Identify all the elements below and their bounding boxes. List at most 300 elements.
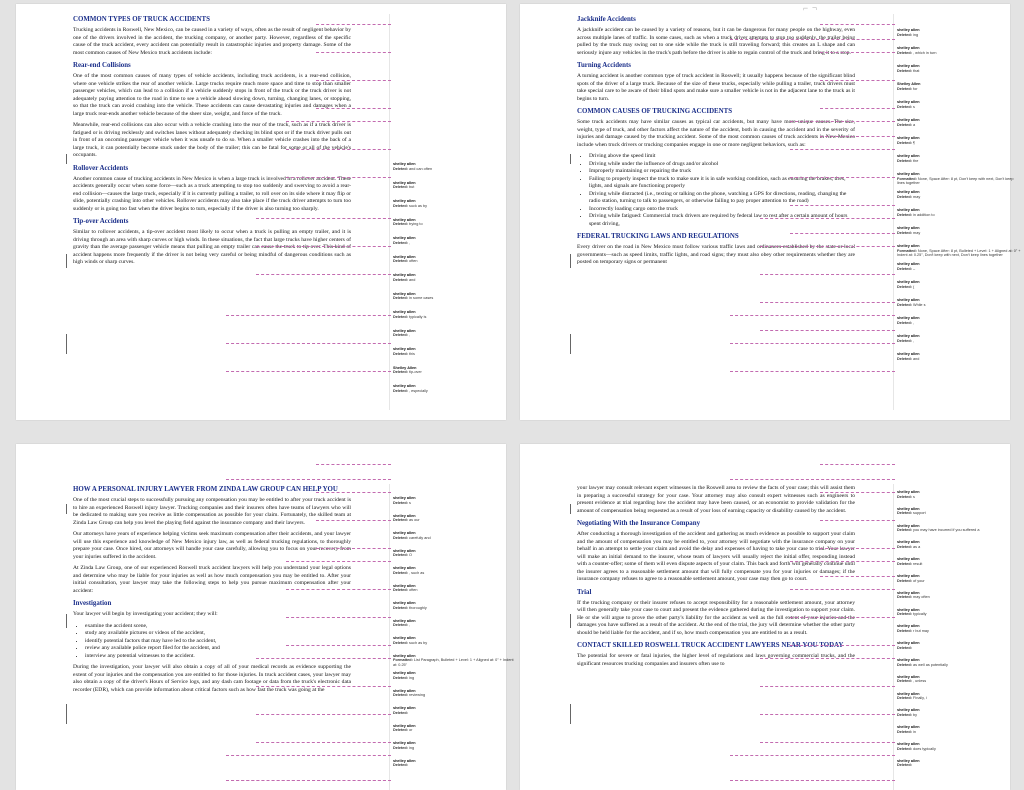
comment-text: , unless	[913, 679, 927, 684]
comment-balloon[interactable]	[897, 675, 1021, 684]
comment-label: Formatted:	[897, 248, 917, 253]
comment-label: Deleted:	[897, 712, 912, 717]
change-bar	[66, 254, 67, 268]
comment-label: Deleted:	[393, 710, 408, 715]
comment-label: Deleted:	[897, 230, 912, 235]
comment-label: Deleted:	[393, 605, 408, 610]
comment-connector	[316, 464, 391, 465]
comment-connector	[760, 742, 895, 743]
bullet-item: • Failing to properly inspect the truck to make sure it is in safe working condition, such as ensuring the brakes, tires, lights, and signals are functioning properly	[589, 176, 855, 191]
comment-connector	[790, 561, 895, 562]
comment-label: Deleted:	[897, 338, 912, 343]
comment-connector	[820, 136, 895, 137]
section-heading: HOW A PERSONAL INJURY LAWYER FROM ZINDA LAW GROUP CAN HELP YOU	[73, 486, 338, 493]
paragraph: The potential for severe or fatal injuries, the higher level of regulations and laws governing commercial trucks, and the significant resources trucking companies and insurers often use to	[577, 653, 855, 667]
bullet-item: • review any available police report filed for the accident, and	[85, 645, 351, 653]
bullet-item: • identify potential factors that may have led to the accident,	[85, 638, 351, 646]
comment-balloon[interactable]	[393, 347, 517, 356]
comment-text: or	[409, 728, 413, 733]
bullet-item: • examine the accident scene,	[85, 623, 351, 631]
change-bar	[66, 154, 67, 164]
comment-author: shelley allen	[897, 725, 920, 730]
change-bar	[570, 704, 571, 724]
comment-connector	[790, 645, 895, 646]
comment-balloon[interactable]	[897, 524, 1021, 533]
comment-text: and	[913, 356, 920, 361]
comment-pane	[897, 4, 1021, 420]
section-heading: Rollover Accidents	[73, 164, 129, 172]
comment-text: you may have incurred if you suffered a	[913, 528, 980, 533]
comment-author: shelley allen	[393, 496, 416, 500]
comment-author: shelley allen	[393, 347, 416, 351]
comment-text: carefully and	[409, 535, 431, 540]
change-bar	[570, 504, 571, 514]
change-bar	[66, 504, 67, 514]
comment-label: Deleted:	[897, 528, 912, 533]
comment-author: shelley allen	[897, 658, 920, 662]
comment-label: Deleted:	[393, 351, 408, 356]
comment-balloon[interactable]	[897, 82, 1021, 91]
comment-connector	[226, 371, 391, 372]
comment-balloon[interactable]	[393, 384, 517, 393]
bullet-item: • Driving while under the influence of drugs and/or alcohol	[589, 161, 855, 169]
comment-connector	[730, 780, 895, 781]
comment-author: shelley allen	[393, 531, 416, 535]
comment-author: shelley allen	[897, 708, 920, 713]
comment-balloon[interactable]	[897, 208, 1021, 217]
comment-balloon[interactable]	[393, 310, 517, 319]
comment-balloon[interactable]	[897, 591, 1021, 600]
comment-label: Deleted:	[897, 194, 912, 199]
comment-author: shelley allen	[393, 513, 416, 518]
comment-text: as our	[409, 518, 420, 523]
comment-label: Deleted:	[393, 314, 408, 319]
comment-text: this	[409, 351, 415, 356]
comment-label: Deleted:	[897, 158, 912, 163]
paragraph: A jackknife accident can be caused by a variety of reasons, but it can be dangerous for many people on the highway, even across multiple lanes of traffic. In some cases, such as when a truck driver attempts to stop too suddenly, the trailer being pulled by the truck may swing out to one side while the truck is still traveling forward; this creates an L shape and can seriously injure any vehicles in the truck's path before the driver is able to regain control of the truck and bring it to a stop.	[577, 27, 855, 56]
comment-balloon[interactable]	[897, 28, 1021, 37]
comment-balloon[interactable]	[897, 280, 1021, 289]
comment-connector	[760, 686, 895, 687]
comment-author: shelley allen	[897, 557, 920, 562]
comment-label: Deleted:	[897, 578, 912, 583]
comment-text: tip-over	[409, 370, 422, 375]
comment-text: often	[409, 259, 418, 264]
comment-balloon[interactable]	[393, 181, 517, 190]
comment-label: Deleted:	[897, 595, 912, 600]
comment-text: , such as	[409, 570, 425, 575]
comment-label: Deleted:	[393, 535, 408, 540]
comment-author: shelley allen	[393, 566, 416, 570]
comment-text: in	[913, 729, 917, 734]
comment-author: shelley allen	[897, 64, 920, 68]
comment-balloon[interactable]	[393, 584, 517, 593]
comment-connector	[790, 617, 895, 618]
comment-connector	[286, 121, 391, 122]
comment-label: Deleted:	[897, 763, 912, 768]
comment-balloon[interactable]	[897, 608, 1021, 617]
section-heading: Trial	[577, 588, 592, 596]
comment-author: shelley allen	[393, 583, 416, 588]
comment-label: Deleted:	[897, 122, 912, 127]
comment-balloon[interactable]	[393, 514, 517, 523]
comment-text: by	[913, 712, 918, 717]
comment-connector	[316, 548, 391, 549]
change-bar	[570, 334, 571, 354]
comment-connector	[820, 520, 895, 521]
bullet-item: • Improperly maintaining or repairing the truck	[589, 168, 855, 176]
comment-balloon[interactable]	[897, 540, 1021, 549]
comment-balloon[interactable]	[897, 692, 1021, 701]
comment-label: Deleted:	[897, 544, 912, 549]
comment-label: Deleted:	[393, 553, 408, 558]
comment-connector	[256, 714, 391, 715]
comment-connector	[730, 479, 895, 480]
comment-author: shelley allen	[393, 653, 416, 658]
comment-label: Deleted:	[897, 50, 912, 55]
comment-balloon[interactable]	[393, 273, 517, 282]
comment-author: shelley allen	[897, 190, 920, 194]
comment-balloon[interactable]	[897, 641, 1021, 650]
comment-balloon[interactable]	[897, 46, 1021, 55]
bullet-list	[577, 153, 855, 228]
comment-connector	[286, 177, 391, 178]
comment-balloon[interactable]	[393, 531, 517, 540]
comment-connector	[730, 315, 895, 316]
document-page-1	[16, 4, 506, 420]
document-page-4	[520, 444, 1010, 790]
comment-balloon[interactable]	[393, 566, 517, 575]
section-heading: Rear-end Collisions	[73, 62, 131, 69]
bullet-item: • Driving while fatigued: Commercial truck drivers are required by federal law to rest after a certain amount of hours spent driving,	[589, 213, 855, 228]
comment-label: Deleted:	[897, 32, 912, 37]
comment-connector	[790, 177, 895, 178]
comment-balloon[interactable]	[393, 549, 517, 558]
comment-text: in some cases	[409, 296, 434, 301]
comment-author: shelley allen	[393, 618, 416, 623]
comment-label: Deleted:	[393, 570, 408, 575]
comment-text: typically is	[409, 314, 427, 319]
comment-label: Formatted:	[897, 176, 917, 181]
comment-connector	[820, 108, 895, 109]
comment-author: shelley allen	[393, 291, 416, 296]
comment-text: ,	[409, 333, 411, 338]
comment-label: Deleted:	[393, 203, 408, 208]
comment-author: shelley allen	[897, 118, 920, 122]
comment-text: for	[913, 86, 918, 91]
comment-connector	[820, 52, 895, 53]
comment-balloon[interactable]	[393, 654, 517, 668]
page-body	[73, 15, 351, 271]
comment-text: ing	[409, 675, 415, 680]
change-bar	[66, 614, 67, 628]
comment-balloon[interactable]	[393, 366, 517, 375]
comment-balloon[interactable]	[393, 619, 517, 628]
comment-author: shelley allen	[897, 154, 920, 158]
document-page-2: ⌐ ¬ Jackknife Accidents A jackknife accident can be caused by a variety of reasons, but it can be dangerous for many people on the highway, even across multiple lanes of traffic. In some cases, such as when a truck driver attempts to stop too suddenly, the trailer being pulled by the truck may swing out to one side while the truck is still traveling forward; this creates an L shape and can seriously injure any vehicles in the truck's path before the driver is able to regain control of the truck and bring it to a stop. Turning Accidents A turning accident is another common type of truck accident in Roswell; it usually happens because of the significant blind spots of the driver of a large truck. Because of the size of these trucks, especially while pulling a trailer, truck drivers must take special care to be aware of their blind spots and make sure a smaller vehicle is not in the adjacent lane to the truck as it begins to turn. COMMON CAUSES OF TRUCKING ACCIDENTS Some truck accidents may have similar causes as typical car accidents, but many have more unique causes. The size, weight, type of truck, and other factors affect the nature of the accident, both in causing the accident and in the severity of injuries and damage caused by the trucking accident. Some of the most common causes of truck accidents in New Mexico include when truck drivers or trucking companies engage in one or more negligent behaviors, such as: • Driving above the speed limit • Driving while under the influence of drugs and/or alcohol • Improperly maintaining or repairing the truck • Failing to properly inspect the truck to make sure it is in safe working condition, such as ensuring the brakes, tires, lights, and signals are functioning properly • Driving while distracted (i.e., texting or talking on the phone, watching a GPS for directions, reading, changing the radio station, turning to talk to passengers, or otherwise failing to pay proper attention to the road) • Incorrectly loading cargo onto the truck • Driving while fatigued: Commercial truck drivers are required by federal law to rest after a certain amount of hours spent driving, FEDERAL TRUCKING LAWS AND REGULATIONS Every driver on the road in New Mexico must follow various traffic laws and ordinances established by the state or local governments—such as speed limits, traffic lights, and road signs; they must also obey other requirements whether they are posted on temporary signs or permanent shelley allen Deleted: ing shelley allen Deleted: , which in turn shelley allen Deleted: that Shelley Allen Deleted: for shelley allen Deleted: s shelley allen Deleted: a shelley allen Deleted: ¶ shelley allen Deleted: the shelley allen Formatted: None, Space After: 8 pt, Don't keep with next, Don't keep lines together shelley allen Deleted: may shelley allen Deleted: in addition to shelley allen Deleted: may shelley allen Formatted: None, Space After: 8 pt, Bulleted + Level: 1 + Aligned at: 0" + Indent at: 0.25", Don't keep with next, Don't keep lines together shelley allen Deleted: – shelley allen Deleted: ( shelley allen Deleted: While s shelley allen Deleted: , shelley allen Deleted: , shelley allen Deleted: and	[520, 4, 1010, 420]
comment-label: Deleted:	[393, 222, 408, 227]
paragraph: your lawyer may consult relevant expert witnesses in the Roswell area to review the facts of your case; this will assist them in preparing a successful strategy for your case. Your attorney may also consult expert witnesses such as engineers to present evidence at trial regarding how the accident may have been caused, or an economist to provide validation for the amount of compensation being requested as a result of your loss of earning capacity or disability caused by the accident.	[577, 485, 855, 514]
comment-label: Deleted:	[393, 333, 408, 338]
comment-balloon[interactable]	[393, 706, 517, 715]
comment-label: Deleted:	[897, 320, 912, 325]
comment-label: Deleted:	[897, 662, 912, 667]
comment-author: shelley allen	[897, 523, 920, 528]
comment-text: , which in turn	[913, 50, 937, 55]
section-heading: Jackknife Accidents	[577, 16, 636, 23]
comment-balloon[interactable]	[393, 199, 517, 208]
comment-author: shelley allen	[897, 136, 920, 140]
comment-balloon[interactable]	[393, 236, 517, 245]
comment-balloon[interactable]	[897, 507, 1021, 516]
comment-balloon[interactable]	[897, 298, 1021, 307]
paragraph: Some truck accidents may have similar causes as typical car accidents, but many have more unique causes. The size, weight, type of truck, and other factors affect the nature of the accident, both in causing the accident and in the severity of injuries and damage caused by the trucking accident. Some of the most common causes of truck accidents in New Mexico include when truck drivers or trucking companies engage in one or more negligent behaviors, such as:	[577, 119, 855, 148]
comment-label: Deleted:	[393, 296, 408, 301]
comment-balloon[interactable]	[897, 118, 1021, 127]
comment-label: Deleted:	[897, 746, 912, 751]
comment-balloon[interactable]	[897, 352, 1021, 361]
comment-label: Deleted:	[897, 494, 912, 499]
comment-label: Deleted:	[393, 693, 408, 698]
comment-balloon[interactable]	[393, 724, 517, 733]
comment-author: shelley allen	[393, 273, 416, 277]
comment-label: Deleted:	[393, 728, 408, 733]
comment-balloon[interactable]	[393, 689, 517, 698]
comment-balloon[interactable]	[897, 64, 1021, 73]
comment-pane	[393, 444, 517, 790]
comment-balloon[interactable]	[897, 658, 1021, 667]
comment-label: Deleted:	[897, 511, 912, 516]
comment-balloon[interactable]	[897, 624, 1021, 633]
section-heading: Tip-over Accidents	[73, 218, 129, 225]
comment-balloon[interactable]	[897, 334, 1021, 343]
comment-label: Deleted:	[393, 763, 408, 768]
comment-author: shelley allen	[897, 316, 920, 320]
comment-label: Deleted:	[897, 104, 912, 109]
comment-text: ¶	[913, 140, 916, 145]
comment-label: Deleted:	[393, 518, 408, 523]
comment-text: r but may	[913, 628, 929, 633]
comment-author: shelley allen	[393, 310, 416, 314]
comment-text: but	[409, 185, 415, 190]
comment-connector	[760, 302, 895, 303]
comment-label: Deleted:	[393, 500, 408, 505]
comment-label: Deleted:	[393, 185, 408, 190]
change-bar	[66, 704, 67, 724]
comment-label: Deleted:	[897, 696, 912, 701]
bullet-item: • interview any potential witnesses to the accident.	[85, 653, 351, 661]
comment-connector	[820, 492, 895, 493]
comment-label: Deleted:	[897, 356, 912, 361]
change-bar	[66, 334, 67, 354]
section-heading: FEDERAL TRUCKING LAWS AND REGULATIONS	[577, 233, 739, 240]
comment-label: Deleted:	[897, 302, 912, 307]
section-heading: COMMON CAUSES OF TRUCKING ACCIDENTS	[577, 108, 733, 115]
comment-author: shelley allen	[897, 758, 920, 763]
paragraph: Another common cause of trucking accidents in New Mexico is when a large truck is involved in a rollover accident. These accidents generally occur when some force—such as a truck attempting to stop too suddenly and swerving to avoid a rear-end collision—causes the large truck, especially if it is currently pulling a trailer, to roll over on its side where it may flip or slide, potentially crashing into other vehicles. Rollover accidents may also take place if the truck driver attempts to turn too suddenly or is going too fast when the driver begins to turn, especially if the driver is also turning too sharply.	[73, 175, 351, 212]
comment-text: None, Space After: 8 pt, Don't keep with next, Don't keep lines together	[897, 176, 1014, 186]
comment-connector	[256, 274, 391, 275]
comment-label: Deleted:	[393, 675, 408, 680]
comment-connector	[286, 561, 391, 562]
comment-text: often	[409, 588, 418, 593]
comment-balloon[interactable]	[897, 262, 1021, 271]
comment-connector	[256, 218, 391, 219]
comment-label: Deleted:	[393, 623, 408, 628]
comment-author: shelley allen	[897, 352, 920, 356]
paragraph: One of the most common causes of many types of vehicle accidents, including truck accidents, is a rear-end collision, where one vehicle strikes the rear of another vehicle. Large trucks require much more space and time to stop than smaller passenger vehicles, which can lead to a collision if a vehicle suddenly stops in front of the truck or the truck driver is not adequately paying attention to the road in time to see a vehicle ahead slowing down, turning, changing lanes, or stopping, so that the truck can avoid crashing into the vehicle. These accidents can cause devastating injuries and damages when a large truck rear-ends another vehicle because of the sheer size, weight, and force of the truck.	[73, 73, 351, 117]
comment-author: shelley allen	[897, 334, 920, 338]
comment-author: shelley allen	[393, 723, 416, 728]
comment-balloon[interactable]	[897, 154, 1021, 163]
comment-author: shelley allen	[897, 46, 920, 50]
comment-balloon[interactable]	[393, 255, 517, 264]
change-bar	[570, 614, 571, 628]
comment-label: Deleted:	[393, 277, 408, 282]
paragraph: During the investigation, your lawyer will also obtain a copy of all of your medical records as evidence supporting the extent of your injuries and the compensation you are entitled to for those injuries. In truck accident cases, your lawyer may also obtain a copy of the driver's Hours of Service logs, and any dash cam footage or data from the truck's electronic data recorder (EDR), which can provide information about critical factors such as how fast the truck was going at the	[73, 664, 351, 693]
comment-text: result	[913, 561, 923, 566]
comment-label: Deleted:	[897, 284, 912, 289]
paragraph: Every driver on the road in New Mexico must follow various traffic laws and ordinances established by the state or local governments—such as speed limits, traffic lights, and road signs; they must also obey other requirements whether they are posted on temporary signs or permanent	[577, 244, 855, 265]
comment-author: shelley allen	[393, 688, 416, 693]
comment-connector	[820, 24, 895, 25]
comment-connector	[226, 479, 391, 480]
comment-label: Deleted:	[897, 140, 912, 145]
paragraph: One of the most crucial steps to successfully pursuing any compensation you may be entitled to after your truck accident is to hire an experienced Roswell injury lawyer. Trucking companies and their insurers often have teams of lawyers who will be dedicated to making sure you receive as little compensation as possible for your claim. Fortunately, the skilled team at Zinda Law Group can help you level the playing field against the insurance company and their lawyers.	[73, 497, 351, 526]
bullet-list	[73, 623, 351, 661]
comment-pane	[393, 4, 517, 420]
comment-connector	[760, 274, 895, 275]
comment-author: shelley allen	[393, 199, 416, 203]
comment-balloon[interactable]	[897, 136, 1021, 145]
comment-balloon[interactable]	[393, 218, 517, 227]
comment-author: shelley allen	[897, 540, 920, 545]
comment-label: Deleted:	[393, 166, 408, 171]
paragraph: Your lawyer will begin by investigating your accident; they will:	[73, 611, 218, 617]
comment-connector	[226, 343, 391, 344]
comment-connector	[316, 24, 391, 25]
comment-author: shelley allen	[393, 162, 416, 166]
comment-author: shelley allen	[897, 244, 920, 248]
comment-balloon[interactable]	[897, 226, 1021, 235]
comment-connector	[790, 149, 895, 150]
comment-author: shelley allen	[393, 217, 416, 222]
comment-label: Deleted:	[393, 588, 408, 593]
comment-balloon[interactable]	[897, 490, 1021, 499]
comment-balloon[interactable]	[393, 496, 517, 505]
comment-text: as a	[913, 544, 921, 549]
comment-text: s	[913, 494, 915, 499]
comment-text: a	[913, 122, 916, 127]
comment-connector	[256, 742, 391, 743]
bullet-item: • Driving above the speed limit	[589, 153, 855, 161]
comment-text: the	[913, 158, 919, 163]
comment-text: suck as by	[409, 203, 427, 208]
comment-label: Deleted:	[393, 259, 408, 264]
comment-balloon[interactable]	[393, 292, 517, 301]
comment-text: such as by	[409, 640, 428, 645]
comment-balloon[interactable]	[393, 759, 517, 768]
comment-connector	[286, 589, 391, 590]
bullet-item: • Driving while distracted (i.e., texting or talking on the phone, watching a GPS for directions, reading, changing the radio station, turning to talk to passengers, or otherwise failing to pay proper attention to the road)	[589, 191, 855, 206]
comment-connector	[790, 233, 895, 234]
comment-balloon[interactable]	[897, 557, 1021, 566]
comment-text: and	[409, 277, 416, 282]
comment-label: Deleted:	[897, 628, 912, 633]
comment-text: (	[913, 284, 915, 289]
comment-text: does typically	[913, 746, 936, 751]
comment-label: Deleted:	[393, 640, 408, 645]
paragraph: At Zinda Law Group, one of our experienced Roswell truck accident lawyers will help you understand your legal options and determine who may be liable for your injuries as well as how much compensation you may be entitled to. After your initial consultation, your lawyer may take the following steps to help you pursue maximum compensation after your accident:	[73, 565, 351, 594]
comment-label: Deleted:	[897, 86, 912, 91]
comment-text: –	[913, 266, 916, 271]
comment-text: thoroughly	[409, 605, 427, 610]
paragraph: A turning accident is another common type of truck accident in Roswell; it usually happens because of the significant blind spots of the driver of a large truck. Because of the size of these trucks, especially while pulling a trailer, truck drivers must take special care to be aware of their blind spots and make sure a smaller vehicle is not in the adjacent lane to the truck as it begins to turn.	[577, 73, 855, 102]
comment-connector	[226, 755, 391, 756]
comment-balloon[interactable]	[897, 725, 1021, 734]
comment-balloon[interactable]	[393, 636, 517, 645]
comment-author: shelley allen	[393, 548, 416, 553]
change-bar	[570, 254, 571, 268]
comment-author: shelley allen	[897, 298, 920, 302]
comment-text: that	[913, 68, 920, 73]
comment-connector	[316, 492, 391, 493]
comment-balloon[interactable]	[897, 574, 1021, 583]
comment-balloon[interactable]	[897, 190, 1021, 199]
comment-balloon[interactable]	[897, 172, 1021, 186]
comment-balloon[interactable]	[393, 329, 517, 338]
comment-label: Deleted:	[897, 679, 912, 684]
comment-text: Finally, i	[913, 696, 927, 701]
comment-author: shelley allen	[897, 506, 920, 511]
comment-text: ing	[913, 32, 919, 37]
comment-text: ,	[913, 320, 915, 325]
comment-connector	[316, 80, 391, 81]
comment-connector	[286, 645, 391, 646]
comment-connector	[760, 218, 895, 219]
bullet-item: • study any available pictures or videos of the accident,	[85, 630, 351, 638]
comment-pane	[897, 444, 1021, 790]
comment-connector	[316, 108, 391, 109]
comment-balloon[interactable]	[897, 759, 1021, 768]
comment-text: ing	[409, 745, 415, 750]
comment-text: of your	[913, 578, 925, 583]
comment-text: s	[409, 500, 411, 505]
comment-balloon[interactable]	[393, 671, 517, 680]
comment-connector	[730, 343, 895, 344]
comment-balloon[interactable]	[393, 162, 517, 171]
comment-balloon[interactable]	[393, 601, 517, 610]
comment-label: Deleted:	[897, 645, 912, 650]
comment-text: List Paragraph, Bulleted + Level: 1 + Aligned at: 0" + Indent at: 0.25"	[393, 658, 514, 667]
comment-balloon[interactable]	[897, 244, 1021, 258]
paragraph: After conducting a thorough investigation of the accident and gathering as much evidence as possible to support your claim and the amount of compensation you may be entitled to, your attorney will negotiate with the insurance company on your behalf in an attempt to settle your claim and avoid the delay and expenses of having to take your case to trial. Your lawyer will make an initial demand to the insurer, whose team of lawyers will usually reject the initial offer, responding instead with a counter-offer; some of them will even dispute aspects of your claim. This back and forth will generally continue until the insurer agrees to a reasonable settlement amount that will fully compensate you for your injuries or damages; if the insurance company refuses to agree to a reasonable settlement amount, your case may then go to court.	[577, 531, 855, 582]
comment-balloon[interactable]	[897, 316, 1021, 325]
comment-text: in addition to	[913, 212, 935, 217]
comment-connector	[730, 371, 895, 372]
comment-balloon[interactable]	[897, 742, 1021, 751]
comment-label: Deleted:	[393, 388, 408, 393]
comment-connector	[760, 714, 895, 715]
comment-connector	[256, 686, 391, 687]
comment-balloon[interactable]	[897, 708, 1021, 717]
comment-author: shelley allen	[393, 180, 416, 185]
section-heading: Turning Accidents	[577, 62, 631, 69]
comment-balloon[interactable]	[897, 100, 1021, 109]
comment-connector	[790, 205, 895, 206]
comment-author: shelley allen	[897, 674, 920, 679]
comment-balloon[interactable]	[393, 741, 517, 750]
